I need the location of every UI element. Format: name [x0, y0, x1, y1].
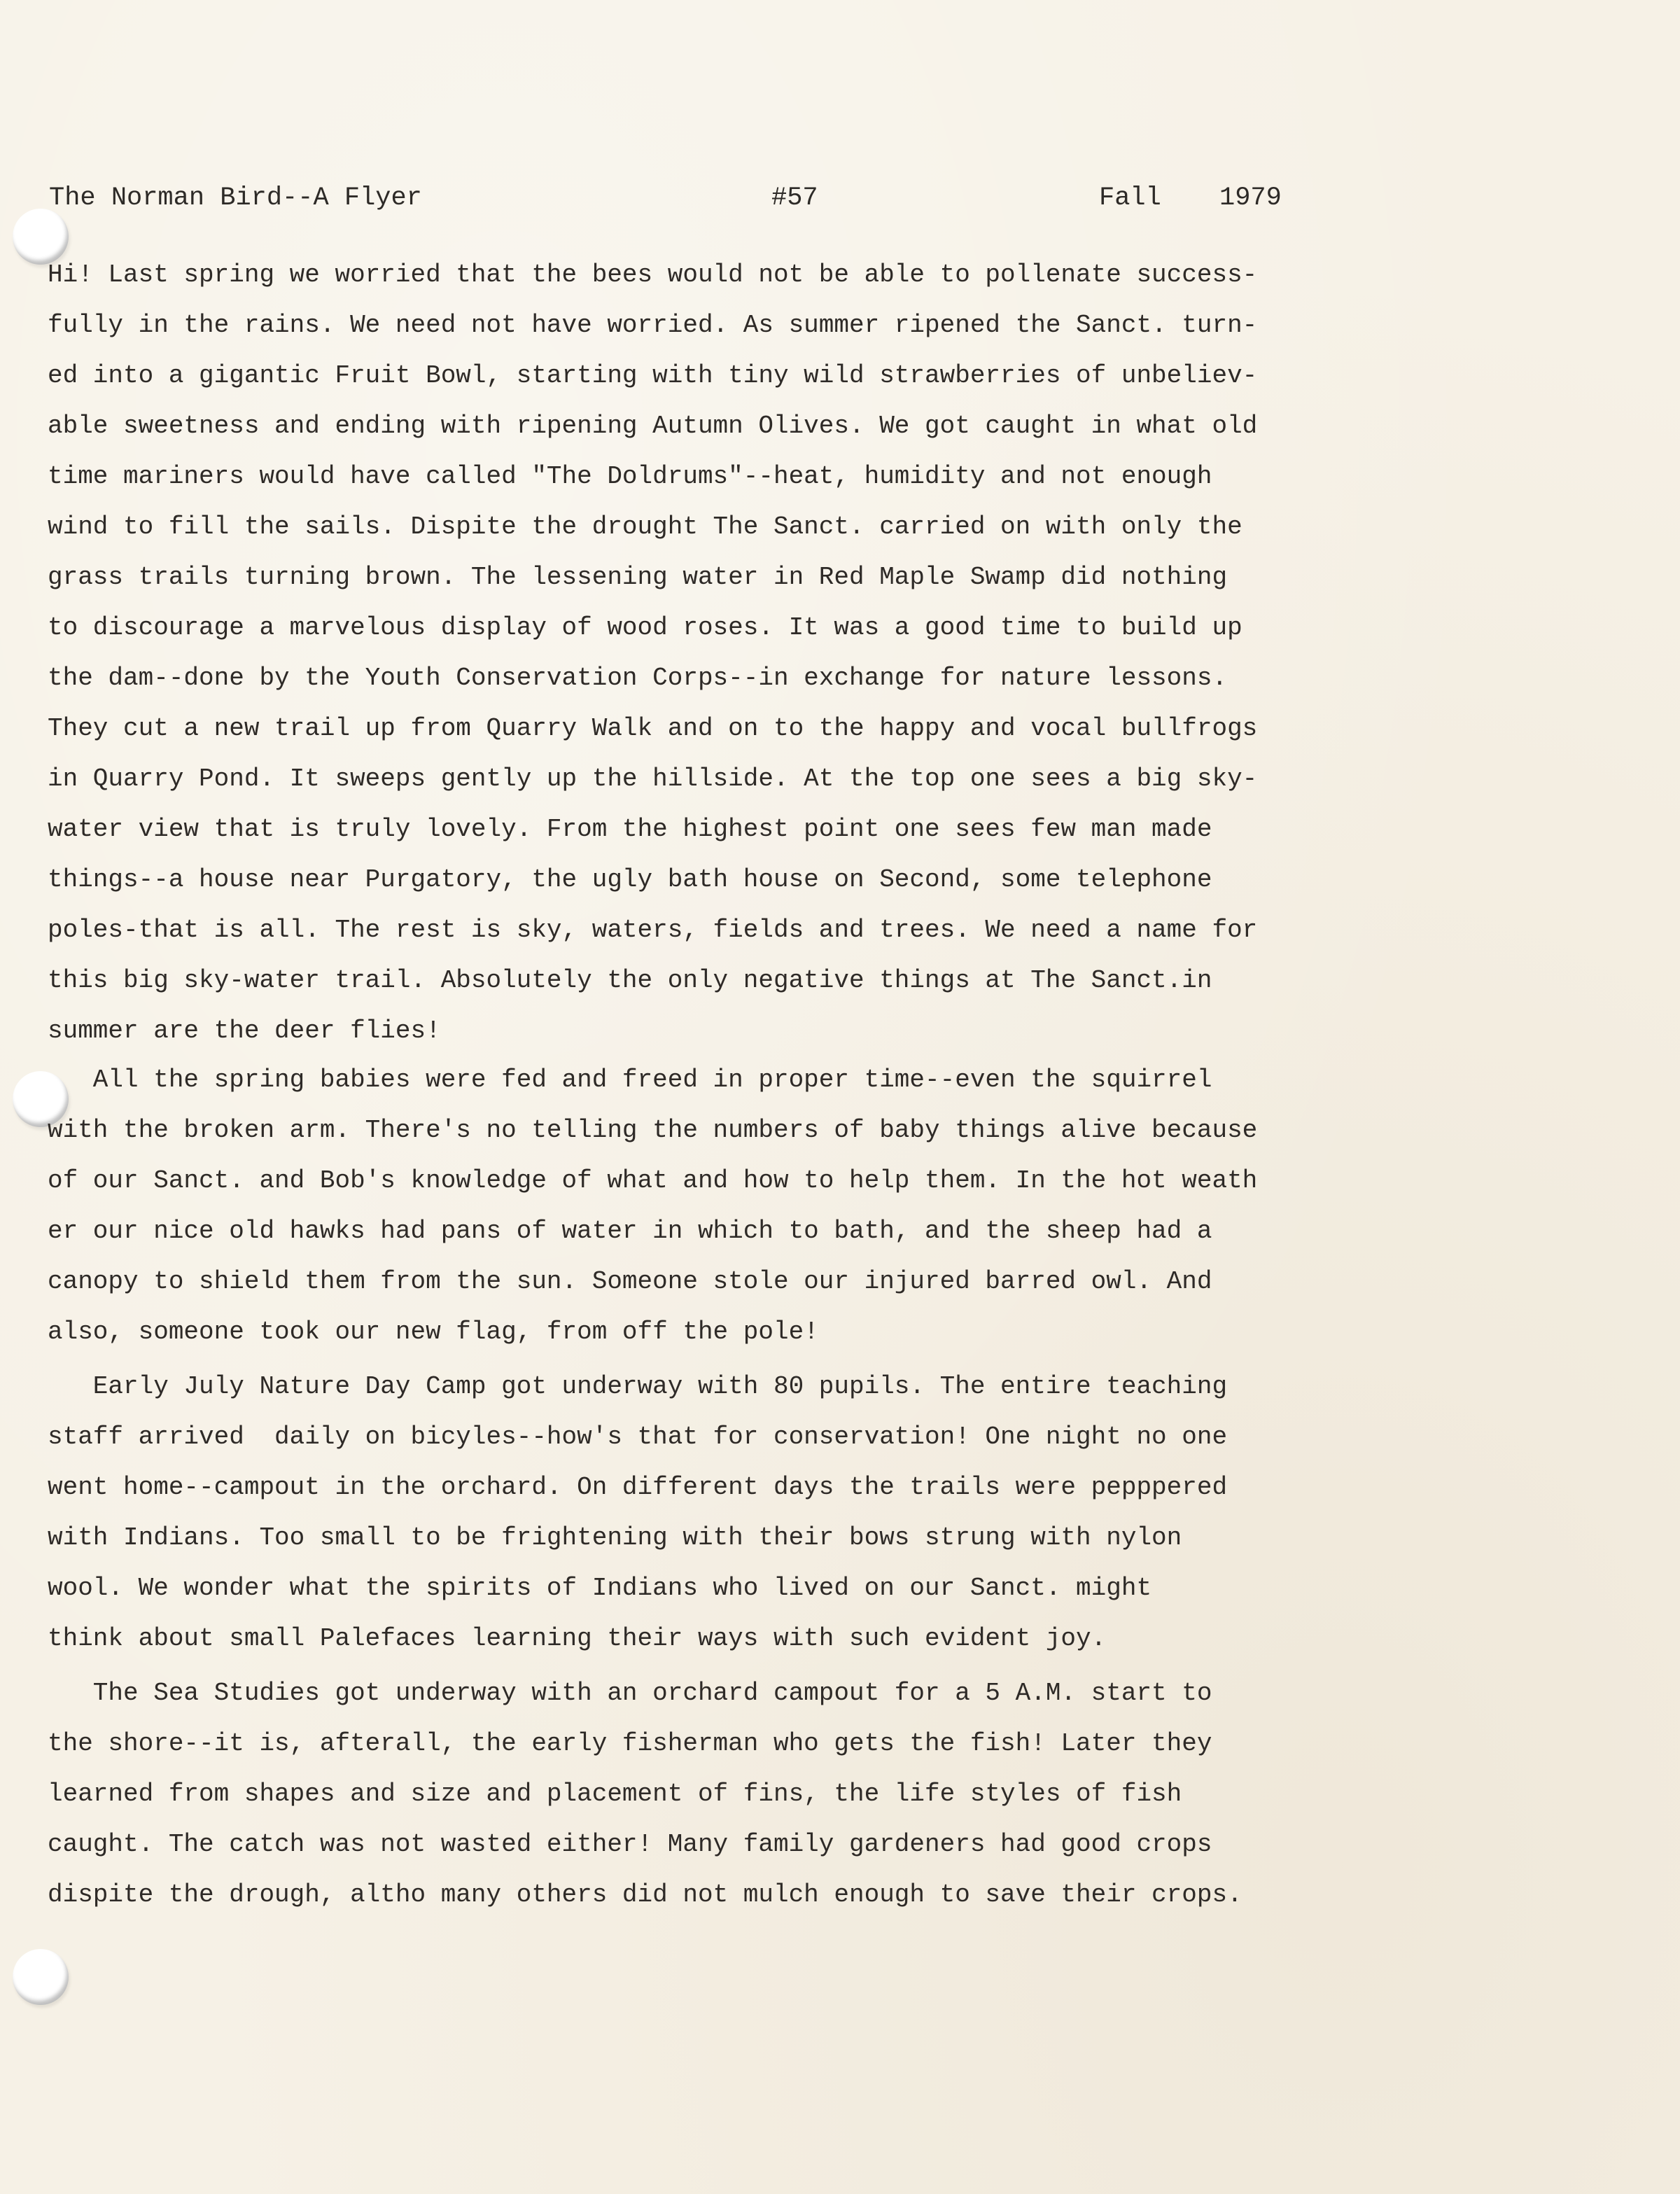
text-line: ed into a gigantic Fruit Bowl, starting with tiny wild strawberries of unbeliev- — [48, 361, 1258, 390]
text-line: the shore--it is, afterall, the early fisherman who gets the fish! Later they — [48, 1729, 1212, 1758]
text-line: with Indians. Too small to be frightening with their bows strung with nylon — [48, 1523, 1182, 1552]
issue-season: Fall — [1099, 183, 1161, 213]
text-line: able sweetness and ending with ripening Autumn Olives. We got caught in what old — [48, 412, 1258, 440]
text-line: wool. We wonder what the spirits of Indians who lived on our Sanct. might — [48, 1574, 1152, 1602]
text-line: All the spring babies were fed and freed in proper time--even the squirrel — [48, 1065, 1212, 1094]
text-line: summer are the deer flies! — [48, 1016, 441, 1045]
text-line: time mariners would have called "The Doldrums"--heat, humidity and not enough — [48, 462, 1212, 491]
text-line: caught. The catch was not wasted either! Many family gardeners had good crops — [48, 1830, 1212, 1859]
text-line: poles-that is all. The rest is sky, waters, fields and trees. We need a name for — [48, 916, 1258, 944]
text-line: water view that is truly lovely. From the highest point one sees few man made — [48, 815, 1212, 844]
text-line: with the broken arm. There's no telling the numbers of baby things alive because — [48, 1116, 1258, 1145]
text-line: to discourage a marvelous display of wood roses. It was a good time to build up — [48, 613, 1242, 642]
text-line: The Sea Studies got underway with an orchard campout for a 5 A.M. start to — [48, 1679, 1212, 1707]
punch-hole-bottom — [13, 1949, 69, 2005]
text-line: the dam--done by the Youth Conservation Corps--in exchange for nature lessons. — [48, 664, 1228, 692]
text-line: went home--campout in the orchard. On different days the trails were pepppered — [48, 1473, 1228, 1502]
text-line: Hi! Last spring we worried that the bees would not be able to pollenate success- — [48, 260, 1258, 289]
issue-year: 1979 — [1219, 183, 1282, 213]
text-line: learned from shapes and size and placement of fins, the life styles of fish — [48, 1780, 1182, 1808]
text-line: wind to fill the sails. Dispite the drought The Sanct. carried on with only the — [48, 512, 1242, 541]
text-line: dispite the drough, altho many others did not mulch enough to save their crops. — [48, 1880, 1242, 1909]
punch-hole-top — [13, 209, 69, 265]
text-line: things--a house near Purgatory, the ugly bath house on Second, some telephone — [48, 865, 1212, 894]
newsletter-title: The Norman Bird--A Flyer — [49, 183, 422, 213]
text-line: Early July Nature Day Camp got underway with 80 pupils. The entire teaching — [48, 1372, 1228, 1401]
text-line: fully in the rains. We need not have worried. As summer ripened the Sanct. turn- — [48, 311, 1258, 340]
issue-number: #57 — [771, 183, 818, 213]
text-line: canopy to shield them from the sun. Someone stole our injured barred owl. And — [48, 1267, 1212, 1296]
text-line: staff arrived daily on bicyles--how's that for conservation! One night no one — [48, 1423, 1228, 1451]
text-line: this big sky-water trail. Absolutely the only negative things at The Sanct.in — [48, 966, 1212, 995]
text-line: think about small Palefaces learning their ways with such evident joy. — [48, 1624, 1107, 1653]
text-line: er our nice old hawks had pans of water in which to bath, and the sheep had a — [48, 1217, 1212, 1245]
newsletter-header — [49, 183, 1589, 211]
text-line: grass trails turning brown. The lessening water in Red Maple Swamp did nothing — [48, 563, 1228, 592]
text-line: of our Sanct. and Bob's knowledge of what and how to help them. In the hot weath — [48, 1166, 1258, 1195]
text-line: in Quarry Pond. It sweeps gently up the hillside. At the top one sees a big sky- — [48, 764, 1258, 793]
text-line: They cut a new trail up from Quarry Walk and on to the happy and vocal bullfrogs — [48, 714, 1258, 743]
text-line: also, someone took our new flag, from off the pole! — [48, 1318, 819, 1346]
